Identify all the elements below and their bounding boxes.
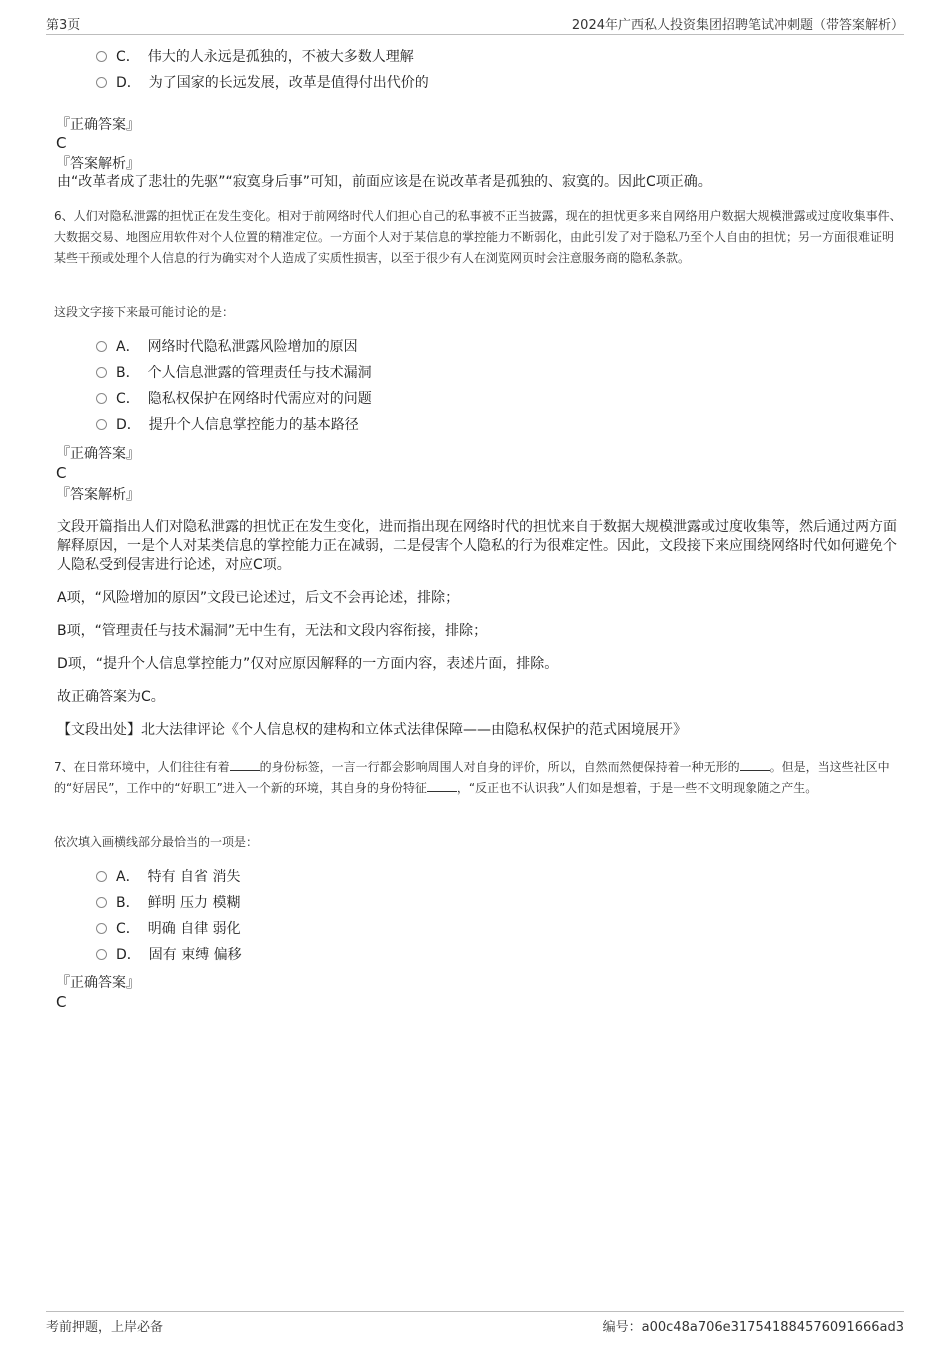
q6-option-b[interactable]: B． 个人信息泄露的管理责任与技术漏洞 <box>96 363 372 383</box>
q7-option-c[interactable]: C． 明确 自律 弱化 <box>96 919 241 939</box>
page-number: 第3页 <box>46 18 81 33</box>
q6-option-d[interactable]: D． 提升个人信息掌控能力的基本路径 <box>96 415 359 435</box>
radio-icon[interactable] <box>96 949 107 960</box>
q5-answer-label: 『正确答案』 <box>56 117 140 133</box>
q7-prompt: 依次填入画横线部分最恰当的一项是： <box>54 835 259 849</box>
q5-analysis-label: 『答案解析』 <box>56 156 140 172</box>
radio-icon[interactable] <box>96 393 107 404</box>
q6-analysis-paragraph: 文段开篇指出人们对隐私泄露的担忧正在发生变化，进而指出现在网络时代的担忧来自于数据大规模泄露或过度收集等，然后通过两方面解释原因，一是个人对某类信息的掌控能力正在减弱，二是侵害个人隐私的行为很难定性。因此，文段接下来应围绕网络时代如何避免个人隐私受到侵害进行论述，对应C项。 <box>57 519 897 573</box>
q7-option-b[interactable]: B． 鲜明 压力 模糊 <box>96 893 241 913</box>
fill-blank <box>230 758 260 771</box>
q6-option-a[interactable]: A． 网络时代隐私泄露风险增加的原因 <box>96 337 358 357</box>
q6-answer: C <box>56 464 67 482</box>
radio-icon[interactable] <box>96 871 107 882</box>
q6-answer-label: 『正确答案』 <box>56 446 140 462</box>
radio-icon[interactable] <box>96 419 107 430</box>
page-footer <box>46 1311 904 1336</box>
radio-icon[interactable] <box>96 341 107 352</box>
q7-answer: C <box>56 993 67 1011</box>
q7-answer-label: 『正确答案』 <box>56 975 140 991</box>
document-id: 编号：a00c48a706e317541884576091666ad3 <box>602 1320 904 1335</box>
radio-icon[interactable] <box>96 77 107 88</box>
q6-analysis-label: 『答案解析』 <box>56 487 140 503</box>
q5-answer: C <box>56 134 67 152</box>
page-header <box>46 14 904 35</box>
radio-icon[interactable] <box>96 367 107 378</box>
q6-source: 【文段出处】北大法律评论《个人信息权的建构和立体式法律保障——由隐私权保护的范式困境展开》 <box>57 722 687 738</box>
radio-icon[interactable] <box>96 897 107 908</box>
q6-analysis-a: A项，“风险增加的原因”文段已论述过，后文不会再论述，排除； <box>57 590 460 606</box>
q5-option-c[interactable]: C． 伟大的人永远是孤独的，不被大多数人理解 <box>96 47 414 67</box>
q6-option-c[interactable]: C． 隐私权保护在网络时代需应对的问题 <box>96 389 372 409</box>
q6-prompt: 这段文字接下来最可能讨论的是： <box>54 305 235 319</box>
document-title: 2024年广西私人投资集团招聘笔试冲刺题（带答案解析） <box>571 18 904 33</box>
q6-analysis-conclusion: 故正确答案为C。 <box>57 689 165 705</box>
q7-text: 7、在日常环境中，人们往往有着 的身份标签，一言一行都会影响周围人对自身的评价，所以，自然而然便保持着一种无形的 。但是，当这些社区中的“好居民”，工作中的“好职工”进入一个新的环境，其自身的身份特征 ，“反正也不认识我”人们如是想着，于是一些不文明现象随之产生。 <box>54 760 890 795</box>
radio-icon[interactable] <box>96 923 107 934</box>
footer-slogan: 考前押题，上岸必备 <box>46 1320 164 1335</box>
fill-blank <box>740 758 770 771</box>
q5-analysis: 由“改革者成了悲壮的先驱”“寂寞身后事”可知，前面应该是在说改革者是孤独的、寂寞的。因此C项正确。 <box>57 174 712 190</box>
q5-option-d[interactable]: D． 为了国家的长远发展，改革是值得付出代价的 <box>96 73 429 93</box>
radio-icon[interactable] <box>96 51 107 62</box>
q6-text: 6、人们对隐私泄露的担忧正在发生变化。相对于前网络时代人们担心自己的私事被不正当披露，现在的担忧更多来自网络用户数据大规模泄露或过度收集事件、大数据交易、地图应用软件对个人位置的精准定位。一方面个人对于某信息的掌控能力不断弱化，由此引发了对于隐私乃至个人自由的担忧；另一方面很难证明某些干预或处理个人信息的行为确实对个人造成了实质性损害，以至于很少有人在浏览网页时会注意服务商的隐私条款。 <box>54 209 902 265</box>
q6-analysis-b: B项，“管理责任与技术漏洞”无中生有，无法和文段内容衔接，排除； <box>57 623 488 639</box>
q6-analysis-d: D项，“提升个人信息掌控能力”仅对应原因解释的一方面内容，表述片面，排除。 <box>57 656 559 672</box>
q7-option-d[interactable]: D． 固有 束缚 偏移 <box>96 945 242 965</box>
fill-blank <box>427 779 457 792</box>
q7-option-a[interactable]: A． 特有 自省 消失 <box>96 867 240 887</box>
